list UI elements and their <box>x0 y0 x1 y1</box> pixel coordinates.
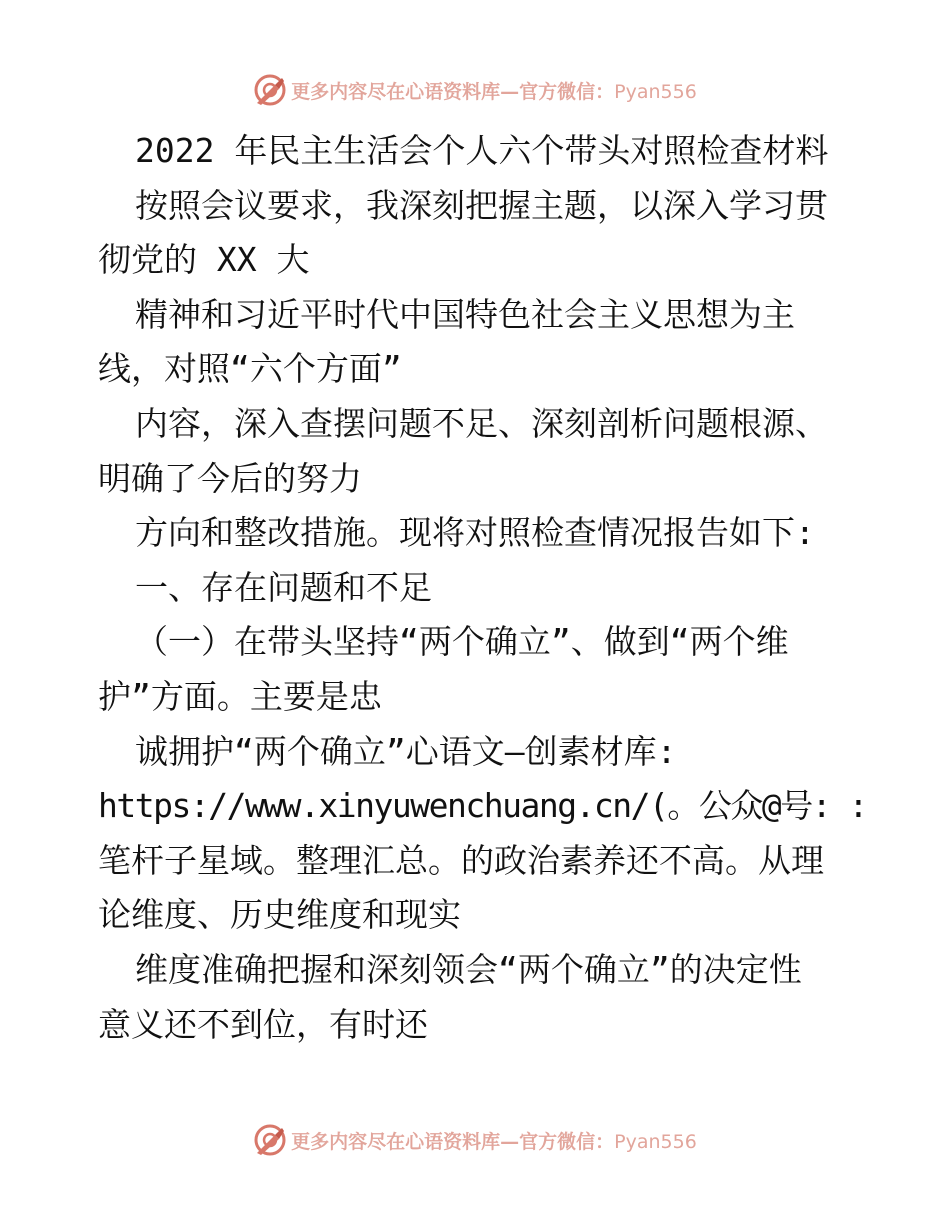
watermark-text <box>291 77 697 104</box>
watermark-banner-bottom <box>0 1120 950 1160</box>
paragraph-line: 内容，深入查摆问题不足、深刻剖析问题根源、 <box>135 403 828 443</box>
pen-logo-icon <box>253 73 287 107</box>
paragraph-line: 笔杆子星域。整理汇总。的政治素养还不高。从理 <box>98 840 824 880</box>
section-heading: 一、存在问题和不足 <box>135 567 432 607</box>
paragraph-line: 精神和习近平时代中国特色社会主义思想为主 <box>135 294 795 334</box>
watermark-text <box>291 1127 697 1154</box>
paragraph-line: 维度准确把握和深刻领会“两个确立”的决定性 <box>135 949 802 989</box>
paragraph-line: 按照会议要求，我深刻把握主题，以深入学习贯 <box>135 185 828 225</box>
paragraph-line: 线，对照“六个方面” <box>98 349 402 389</box>
paragraph-line: 诚拥护“两个确立”心语文—创素材库: <box>135 731 677 771</box>
watermark-banner-top <box>0 70 950 110</box>
subsection-heading: （一）在带头坚持“两个确立”、做到“两个维 <box>135 622 789 662</box>
paragraph-line: 彻党的 XX 大 <box>98 240 310 280</box>
paragraph-line: 论维度、历史维度和现实 <box>98 895 461 935</box>
watermark-label: 更多内容尽在心语资料库—官方微信： <box>291 1130 615 1153</box>
document-body <box>98 124 867 1052</box>
watermark-id: Pyan556 <box>614 80 697 103</box>
paragraph-line: 明确了今后的努力 <box>98 458 362 498</box>
pen-logo-icon <box>253 1123 287 1157</box>
paragraph-line: 护”方面。主要是忠 <box>98 676 382 716</box>
url-line: https://www.xinyuwenchuang.cn/(。公众@号: : <box>98 786 867 826</box>
paragraph-line: 方向和整改措施。现将对照检查情况报告如下: <box>135 513 815 553</box>
document-title: 2022 年民主生活会个人六个带头对照检查材料 <box>135 131 829 170</box>
watermark-label: 更多内容尽在心语资料库—官方微信： <box>291 80 615 103</box>
watermark-id: Pyan556 <box>614 1130 697 1153</box>
paragraph-line: 意义还不到位，有时还 <box>98 1004 428 1044</box>
